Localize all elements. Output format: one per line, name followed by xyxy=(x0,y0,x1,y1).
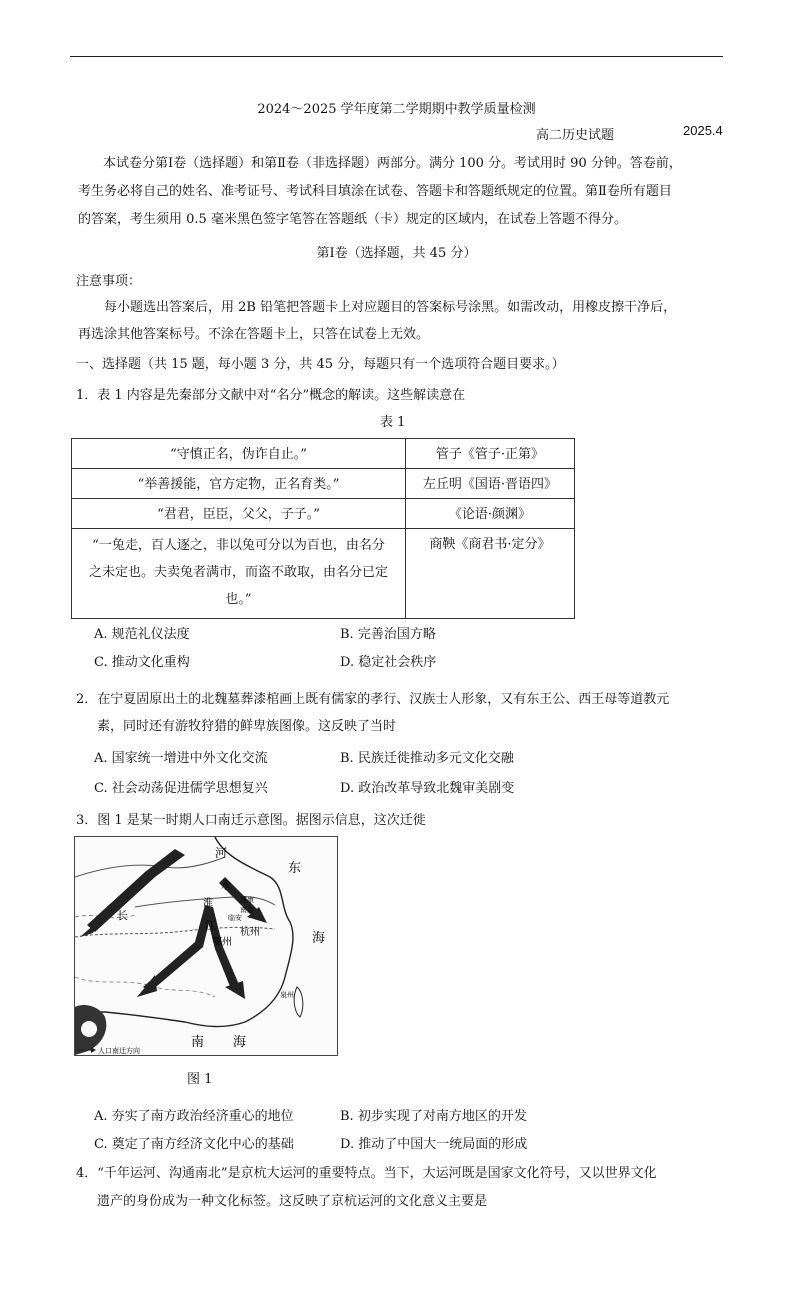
table-row xyxy=(72,529,575,619)
map-figure xyxy=(75,837,337,1055)
border-region-hole xyxy=(81,1021,97,1037)
table-cell-source: 管子《管子·正第》 xyxy=(406,439,575,469)
map-label: 泉州 xyxy=(280,991,294,999)
table-cell-quote xyxy=(72,529,406,619)
q1-option-d: D. 稳定社会秩序 xyxy=(340,655,437,670)
q3-option-d: D. 推动了中国大一统局面的形成 xyxy=(340,1137,528,1152)
section-title: 一、选择题（共 15 题，每小题 3 分，共 45 分，每题只有一个选项符合题目要求。） xyxy=(76,357,565,372)
figure-caption: 图 1 xyxy=(187,1072,213,1087)
exam-subject: 高二历史试题 xyxy=(536,128,615,143)
header-rule xyxy=(70,56,723,57)
q1-stem: 1．表 1 内容是先秦部分文献中对“名分”概念的解读。这些解读意在 xyxy=(76,388,466,403)
map-label: 建康 xyxy=(240,896,254,904)
table-cell-source: 左丘明《国语·晋语四》 xyxy=(406,469,575,499)
instructions-line-3: 的答案，考生须用 0.5 毫米黑色签字笔答在答题纸（卡）规定的区域内，在试卷上答题不得分。 xyxy=(78,212,627,227)
migration-map xyxy=(74,836,338,1056)
map-label: 杭州 xyxy=(240,927,260,938)
table-row xyxy=(72,439,575,469)
q2-option-b: B. 民族迁徙推动多元文化交融 xyxy=(340,751,514,766)
map-label: 淮 xyxy=(203,898,213,909)
q2-option-d: D. 政治改革导致北魏审美剧变 xyxy=(340,781,515,796)
q1-option-c: C. 推动文化重构 xyxy=(94,655,190,670)
q3-stem: 3．图 1 是某一时期人口南迁示意图。据图示信息，这次迁徙 xyxy=(76,813,426,828)
q3-option-b: B. 初步实现了对南方地区的开发 xyxy=(340,1109,527,1124)
map-label: 海 xyxy=(233,1035,247,1050)
q1-option-a: A. 规范礼仪法度 xyxy=(94,627,190,642)
arrow-head-center-right xyxy=(225,981,245,999)
table-row xyxy=(72,469,575,499)
table-cell-quote: “守慎正名，伪诈自止。” xyxy=(72,439,406,469)
q2-option-c: C. 社会动荡促进儒学思想复兴 xyxy=(94,781,268,796)
map-label: 临安 xyxy=(228,914,242,922)
quote-line: “一兔走，百人逐之，非以兔可分以为百也，由名分 xyxy=(92,538,385,553)
map-label: 南京 xyxy=(240,906,254,914)
map-label: 南 xyxy=(191,1035,205,1050)
map-label: 海 xyxy=(312,931,326,946)
island xyxy=(294,987,303,1017)
map-label: 长 xyxy=(117,909,128,922)
table-cell-quote: “君君，臣臣，父父，子子。” xyxy=(72,499,406,529)
map-label: 鄂州 xyxy=(212,937,232,948)
q3-option-c: C. 奠定了南方经济文化中心的基础 xyxy=(94,1137,294,1152)
instructions-line-1: 本试卷分第Ⅰ卷（选择题）和第Ⅱ卷（非选择题）两部分。满分 100 分。考试用时 90 分钟。答卷前， xyxy=(103,156,682,171)
q2-stem-line-2: 素，同时还有游牧狩猎的鲜卑族图像。这反映了当时 xyxy=(97,719,397,734)
map-legend: 人口南迁方向 xyxy=(98,1047,140,1055)
q1-option-b: B. 完善治国方略 xyxy=(340,627,436,642)
q4-stem-line-1: 4．“千年运河、沟通南北”是京杭大运河的重要特点。当下，大运河既是国家文化符号，又以世界文化 xyxy=(76,1166,657,1181)
q4-stem-line-2: 遗产的身份成为一种文化标签。这反映了京杭运河的文化意义主要是 xyxy=(97,1194,488,1209)
map-label: 东 xyxy=(288,861,302,876)
q3-option-a: A. 夯实了南方政治经济重心的地位 xyxy=(94,1109,294,1124)
q1-table xyxy=(71,438,575,619)
exam-title: 2024～2025 学年度第二学期期中教学质量检测 xyxy=(257,102,536,117)
notice-line-2: 再选涂其他答案标号。不涂在答题卡上，只答在试卷上无效。 xyxy=(78,327,430,342)
table-cell-source: 《论语·颜渊》 xyxy=(406,499,575,529)
table-cell-source: 商鞅《商君书·定分》 xyxy=(406,529,575,619)
exam-date: 2025.4 xyxy=(683,123,723,138)
map-label: 水 xyxy=(221,881,231,892)
notice-label: 注意事项： xyxy=(76,274,142,289)
table-cell-quote: “举善援能，官方定物，正名育类。” xyxy=(72,469,406,499)
part1-title: 第Ⅰ卷（选择题，共 45 分） xyxy=(316,246,477,261)
map-label: 河 xyxy=(215,846,228,860)
quote-line: 也。” xyxy=(225,592,252,607)
table-caption: 表 1 xyxy=(380,415,406,430)
coastline xyxy=(75,837,293,1027)
legend-arrowhead-icon xyxy=(91,1047,96,1053)
map-label: 江 xyxy=(205,919,216,932)
q2-stem-line-1: 2．在宁夏固原出土的北魏墓葬漆棺画上既有儒家的孝行、汉族士人形象，又有东王公、西王母等道教元 xyxy=(76,692,670,707)
instructions-line-2: 考生务必将自己的姓名、准考证号、考试科目填涂在试卷、答题卡和答题纸规定的位置。第Ⅱ卷所有题目 xyxy=(78,184,672,199)
notice-line-1: 每小题选出答案后，用 2B 铅笔把答题卡上对应题目的答案标号涂黑。如需改动，用橡皮擦干净后， xyxy=(104,300,677,315)
q2-option-a: A. 国家统一增进中外文化交流 xyxy=(94,751,268,766)
arrow-head-center-left xyxy=(137,975,157,997)
quote-line: 之未定也。夫卖兔者满市，而盗不敢取，由名分已定 xyxy=(88,565,388,580)
table-row xyxy=(72,499,575,529)
